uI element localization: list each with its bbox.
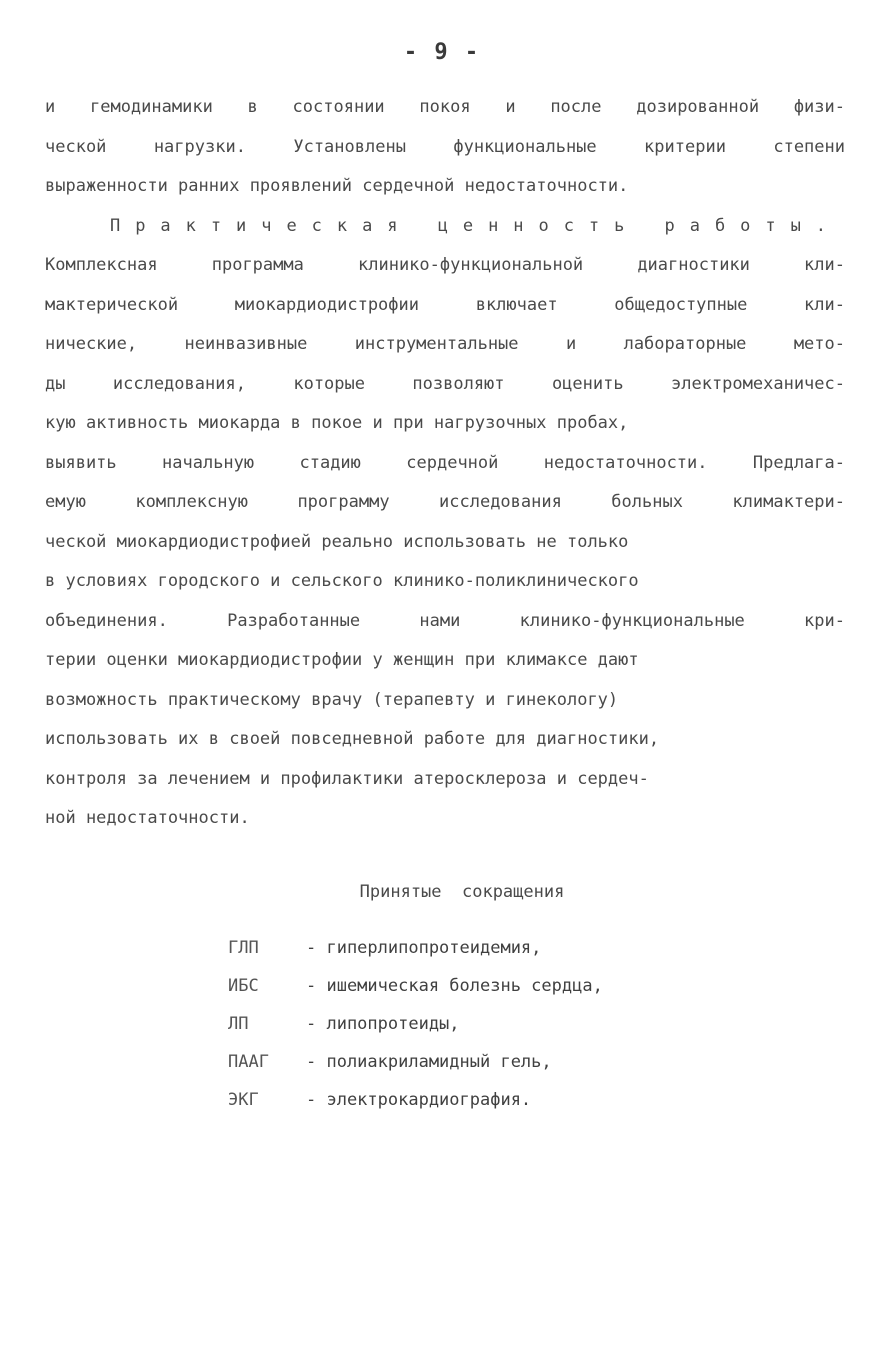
- text-line: Комплексная программа клинико-функциональной диагностики кли-: [45, 255, 845, 275]
- text-line: ды исследования, которые позволяют оценить электромеханичес-: [45, 373, 845, 394]
- abbreviation-term: ГЛП: [228, 938, 259, 958]
- abbreviation-definition: - полиакриламидный гель,: [306, 1052, 552, 1072]
- abbreviation-definition: - ишемическая болезнь сердца,: [306, 976, 603, 996]
- text-line: ческой миокардиодистрофией реально использовать не только: [45, 531, 629, 552]
- abbreviation-row: [228, 929, 603, 967]
- abbreviation-term: ЭКГ: [228, 1090, 259, 1110]
- page-number: - 9 -: [403, 40, 481, 65]
- text-line: выраженности ранних проявлений сердечной недостаточности.: [45, 176, 629, 196]
- text-line: кую активность миокарда в покое и при нагрузочных пробах,: [45, 413, 629, 433]
- text-line: возможность практическому врачу (терапевту и гинекологу): [45, 689, 619, 710]
- text-line: объединения. Разработанные нами клинико-функциональные кри-: [45, 610, 845, 631]
- abbreviation-row: [228, 967, 603, 1005]
- abbreviation-term: ПААГ: [228, 1052, 269, 1072]
- abbreviation-definition: - гиперлипопротеидемия,: [306, 938, 542, 958]
- abbreviations-title: Принятые сокращения: [359, 882, 565, 902]
- text-line: ческой нагрузки. Установлены функциональные критерии степени: [45, 136, 845, 157]
- abbreviation-row: [228, 1005, 603, 1043]
- text-line: контроля за лечением и профилактики атеросклероза и сердеч-: [45, 768, 649, 789]
- text-line: и гемодинамики в состоянии покоя и после дозированной физи-: [45, 97, 845, 117]
- text-line: емую комплексную программу исследования больных климактери-: [45, 492, 845, 512]
- abbreviation-definition: - липопротеиды,: [306, 1014, 460, 1034]
- abbreviation-term: ЛП: [228, 1014, 249, 1034]
- abbreviation-row: [228, 1081, 603, 1119]
- text-line: нические, неинвазивные инструментальные и лабораторные мето-: [45, 334, 845, 354]
- abbreviation-term: ИБС: [228, 976, 259, 996]
- abbreviation-definition: - электрокардиография.: [306, 1090, 532, 1110]
- text-line: мактерической миокардиодистрофии включает общедоступные кли-: [45, 294, 845, 315]
- text-line: терии оценки миокардиодистрофии у женщин при климаксе дают: [45, 650, 639, 670]
- abbreviation-row: [228, 1043, 603, 1081]
- text-line: выявить начальную стадию сердечной недостаточности. Предлага-: [45, 452, 845, 473]
- section-heading: Практическая ценность работы.: [110, 215, 841, 236]
- section-heading-line: [45, 207, 845, 247]
- abbreviations-list: [228, 929, 603, 1119]
- text-line: в условиях городского и сельского клинико-поликлинического: [45, 571, 639, 591]
- text-line: ной недостаточности.: [45, 808, 250, 828]
- body-text: [45, 88, 845, 839]
- text-line: использовать их в своей повседневной работе для диагностики,: [45, 729, 660, 749]
